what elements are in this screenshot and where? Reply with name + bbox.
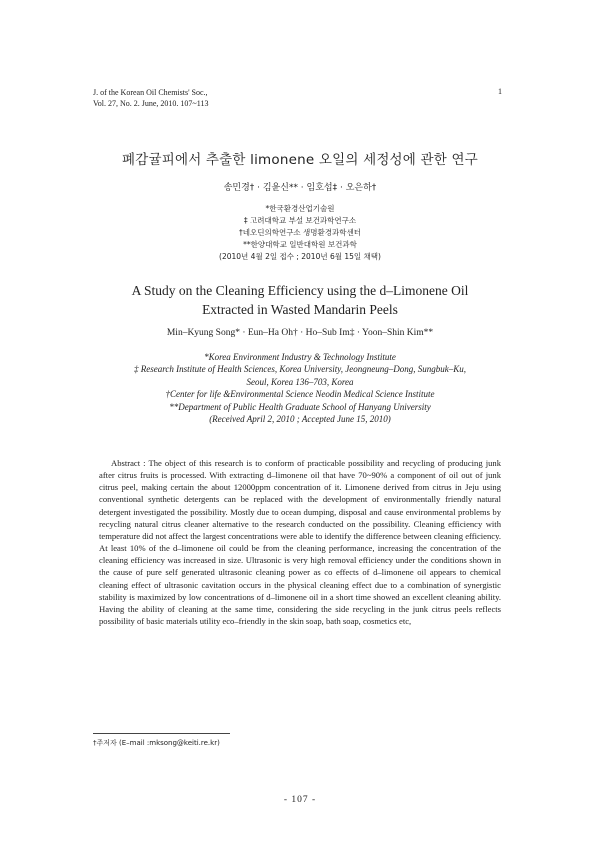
abstract-label: Abstract : xyxy=(111,458,146,468)
english-affiliation: Seoul, Korea 136–703, Korea xyxy=(246,376,354,387)
abstract xyxy=(99,457,501,627)
english-affiliation: *Korea Environment Industry & Technology Institute xyxy=(204,352,396,362)
korean-title: 폐감귤피에서 추출한 limonene 오일의 세정성에 관한 연구 xyxy=(121,152,478,168)
korean-affiliation: *한국환경산업기술원 xyxy=(265,204,335,213)
footnote: †주저자 (E–mail :mksong@keiti.re.kr) xyxy=(93,739,220,747)
english-affiliation: **Department of Public Health Graduate School of Hanyang University xyxy=(169,401,431,412)
footnote-divider xyxy=(93,733,230,734)
english-received-dates: (Received April 2, 2010 ; Accepted June 15, 2010) xyxy=(209,414,391,425)
english-title-line: A Study on the Cleaning Efficiency using the d–Limonene Oil xyxy=(131,283,469,298)
journal-volume: Vol. 27, No. 2. June, 2010. 107~113 xyxy=(93,99,209,108)
english-title-line: Extracted in Wasted Mandarin Peels xyxy=(202,302,398,317)
english-affiliation: †Center for life &Environmental Science Neodin Medical Science Institute xyxy=(165,389,435,400)
abstract-text: The object of this research is to conform of practicable possibility and recycling of producing junk after citrus fruits is processed. With extracting d–limonene oil that have 70~90% a component of oil out of junk citrus peel, making certain the about 12000ppm concentration of it. Limonene derived from citrus in Jeju using conventional synthetic detergents can be replaced with the development of environmentally friendly natural detergent investigated the possibility. Mostly due to ocean dumping, disposal and cause environmental problems by recycling natural citrus cleaner alternative to the research conducted on the possibility. Cleaning efficiency with temperature did not affect the largest concentrations were able to identify the difference between cleaning efficiency. At least 10% of the d–limonene oil could be from the cleaning performance, increasing the concentration of the cleaning efficiency was increased in size. Ultrasonic is very high removal efficiency under the conditions shown in the cause of pure self generated ultrasonic cleaning power as co effects of d–limonene oil appears to chemical cleaning effect of ultrasonic cavitation occurs in the physical cleaning effect due to a combination of synergistic stability is maximized by low concentrations of d–limonene oil in a short time showed an excellent cleaning ability. Having the ability of cleaning at the same time, considering the side recycling in the junk citrus peels reflects possibility of basic materials utility eco–friendly in the skin soap, bath soap, cosmetics etc, xyxy=(99,458,501,627)
english-authors: Min–Kyung Song* · Eun–Ha Oh† · Ho–Sub Im‡ · Yoon–Shin Kim** xyxy=(166,328,434,338)
journal-name: J. of the Korean Oil Chemists' Soc., xyxy=(93,88,208,97)
korean-affiliations xyxy=(0,203,600,263)
english-title xyxy=(0,281,600,319)
korean-authors: 송민경† · 김윤신** · 임호섭‡ · 오은하† xyxy=(223,183,377,193)
page-number: - 107 - xyxy=(283,795,317,805)
journal-citation xyxy=(93,87,208,109)
korean-affiliation: †네오딘의학연구소 생명환경과학센터 xyxy=(238,228,362,237)
korean-affiliation: **한양대학교 일반대학원 보건과학 xyxy=(243,240,357,249)
english-affiliations xyxy=(0,351,600,425)
korean-received-dates: (2010년 4월 2일 접수 ; 2010년 6월 15일 채택) xyxy=(219,252,381,261)
page-marker: 1 xyxy=(498,87,502,96)
korean-affiliation: ‡ 고려대학교 부설 보건과학연구소 xyxy=(243,216,357,225)
english-affiliation: ‡ Research Institute of Health Sciences, Korea University, Jeongneung–Dong, Sungbuk–Ku, xyxy=(133,364,466,375)
